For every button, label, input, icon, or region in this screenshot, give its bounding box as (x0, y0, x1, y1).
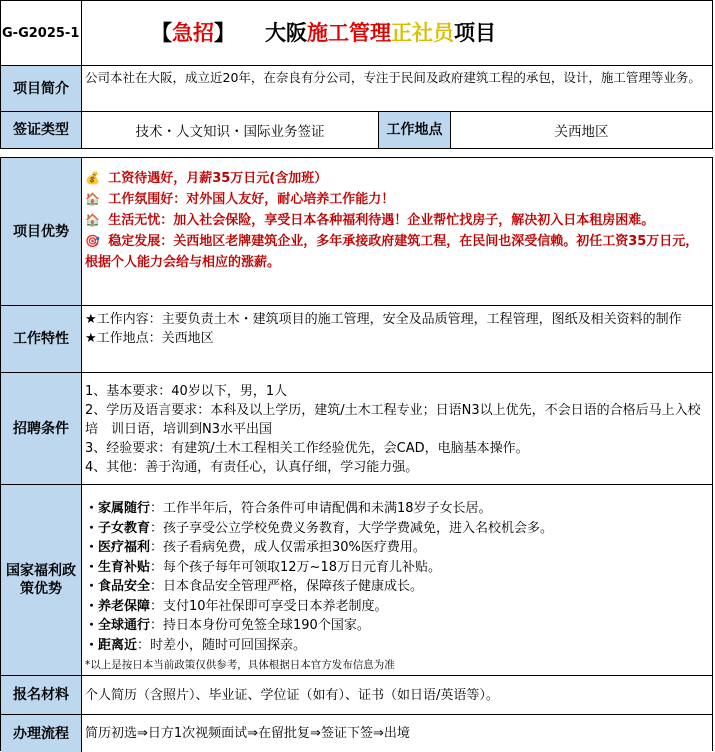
process-label: 办理流程 (1, 715, 82, 752)
location-label: 工作地点 (378, 112, 451, 148)
welfare-item: ・生育补贴：每个孩子每年可领取12万~18万日元育儿补贴。 (85, 559, 441, 575)
welfare-item: ・家属随行：工作半年后，符合条件可申请配偶和未满18岁子女长居。 (85, 501, 492, 516)
divider (1, 484, 712, 485)
intro-text: 公司本社在大阪，成立近20年，在奈良有分公司，专注于民间及政府建筑工程的承包，设计，施工管理等业务。 (85, 70, 701, 85)
requirements-list (85, 382, 706, 477)
job-code: G-G2025-1 (1, 1, 82, 65)
house-icon: 🏠 (85, 213, 100, 227)
advantage-item: 💰 工资待遇好，月薪35万日元(含加班） (85, 171, 328, 186)
features-label: 工作特性 (1, 306, 82, 372)
requirement-line: 4、其他：善于沟通，有责任心，认真仔细，学习能力强。 (85, 460, 419, 475)
materials-label: 报名材料 (1, 676, 82, 714)
feature-line: ★工作内容：主要负责土木・建筑项目的施工管理，安全及品质管理，工程管理，图纸及相关资料的制作 (85, 312, 682, 327)
requirement-line: 1、基本要求：40岁以下，男，1人 (85, 384, 288, 399)
target-icon: 🎯 (85, 234, 100, 248)
requirement-line: 3、经验要求：有建筑/土木工程相关工作经验优先，会CAD，电脑基本操作。 (85, 441, 529, 456)
location-value: 关西地区 (554, 124, 609, 140)
title-city: 大阪 (265, 20, 307, 45)
house-icon: 🏠 (85, 192, 100, 206)
welfare-item: ・医疗福利：孩子看病免费，成人仅需承担30%医疗费用。 (85, 540, 426, 555)
materials-text: 个人简历（含照片）、毕业证、学位证（如有）、证书（如日语/英语等）。 (85, 687, 499, 703)
detail-table (0, 157, 713, 751)
money-bag-icon: 💰 (85, 171, 100, 185)
welfare-item: ・食品安全：日本食品安全管理严格，保障孩子健康成长。 (85, 579, 424, 594)
requirements-label: 招聘条件 (1, 373, 82, 484)
divider (1, 65, 712, 66)
welfare-label: 国家福利政策优势 (1, 485, 82, 675)
welfare-list (85, 499, 706, 673)
title-role: 施工管理 (307, 20, 391, 45)
visa-value: 技术・人文知识・国际业务签证 (135, 124, 325, 140)
welfare-item: ・全球通行：持日本身份可免签全球190个国家。 (85, 618, 370, 633)
welfare-item: ・养老保障：支付10年社保即可享受日本养老制度。 (85, 598, 388, 614)
process-text: 简历初选⇒日方1次视频面试⇒在留批复⇒签证下签⇒出境 (85, 726, 410, 741)
welfare-item: ・子女教育：孩子享受公立学校免费义务教育，大学学费减免，进入名校机会多。 (85, 520, 554, 536)
title-suffix: 项目 (454, 20, 496, 45)
visa-label: 签证类型 (1, 112, 82, 148)
title-employment: 正社员 (391, 20, 454, 45)
welfare-note: *以上是按日本当前政策仅供参考，具体根据日本官方发布信息为准 (85, 659, 395, 671)
advantage-item: 🏠 工作氛围好：对外国人友好，耐心培养工作能力！ (85, 192, 395, 207)
title-bracket-open: 【 (151, 20, 172, 45)
title-urgent: 急招 (172, 20, 214, 45)
advantage-item: 🎯 稳定发展：关西地区老牌建筑企业，多年承接政府建筑工程，在民间也深受信赖。初任工资35万日元，根据个人能力会给与相应的涨薪。 (85, 234, 699, 270)
advantage-item: 🏠 生活无忧：加入社会保险，享受日本各种福利待遇！企业帮忙找房子，解决初入日本租房困难。 (85, 213, 655, 228)
welfare-item: ・距离近：时差小，随时可回国探亲。 (85, 637, 307, 653)
features-text (85, 310, 706, 348)
divider (1, 372, 712, 373)
divider (1, 305, 712, 306)
advantages-list (85, 168, 706, 273)
top-table (0, 0, 713, 149)
advantages-label: 项目优势 (1, 158, 82, 305)
title-bracket-close: 】 (214, 20, 235, 45)
feature-line: ★工作地点：关西地区 (85, 331, 214, 346)
requirement-line: 2、学历及语言要求：本科及以上学历，建筑/土木工程专业；日语N3以上优先，不会日语的合格后马上入校培 训日语，培训到N3水平出国 (85, 403, 701, 437)
page-title (151, 17, 496, 47)
intro-label: 项目简介 (1, 66, 82, 111)
